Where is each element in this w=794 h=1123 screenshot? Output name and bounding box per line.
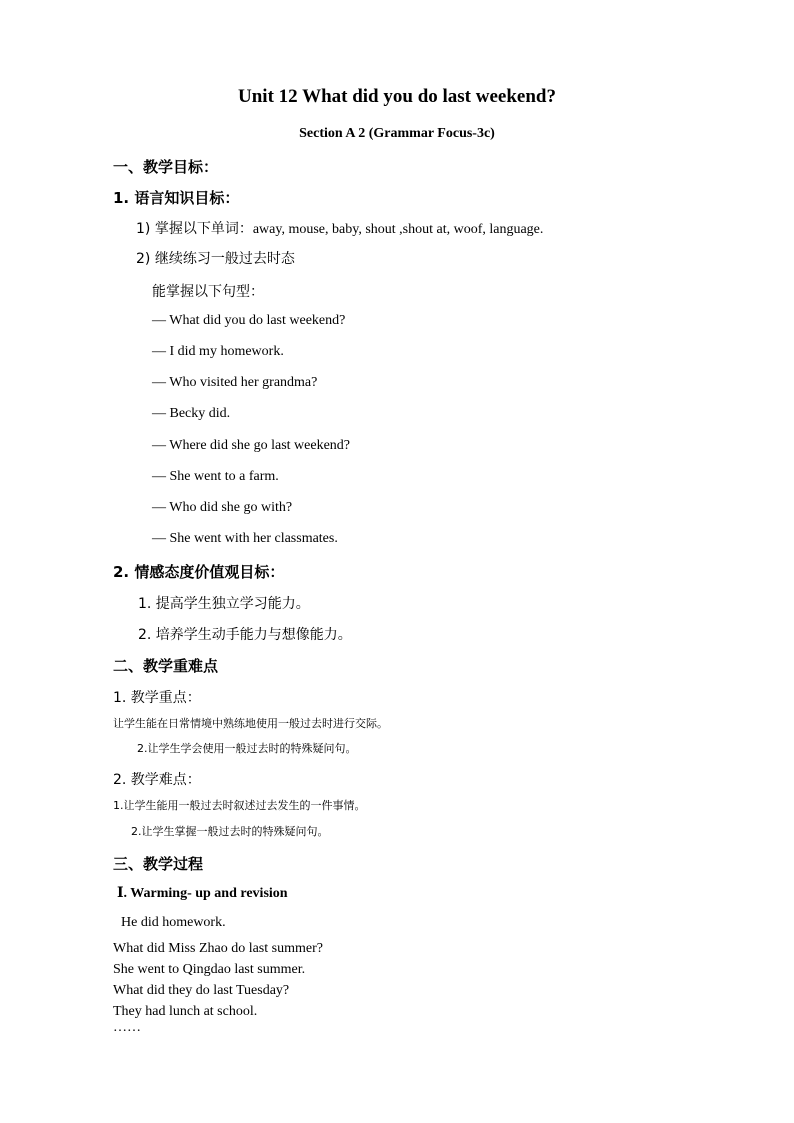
knowledge-item-1 <box>136 218 543 238</box>
step1-heading: Ⅰ. Warming- up and revision <box>117 886 288 901</box>
objectives-heading: 一、教学目标： <box>113 158 219 176</box>
difficulty-item: 2.让学生掌握一般过去时的特殊疑问句。 <box>131 825 329 838</box>
emotion-item: 2. 培养学生动手能力与想像能力。 <box>138 627 352 643</box>
sentence-line: — Becky did. <box>152 406 231 421</box>
page-subtitle: Section A 2 (Grammar Focus-3c) <box>299 126 495 141</box>
sentence-line: — Who visited her grandma? <box>152 375 318 390</box>
page-title: Unit 12 What did you do last weekend? <box>238 86 556 107</box>
knowledge-heading: 1. 语言知识目标： <box>113 189 240 207</box>
sentence-line: — I did my homework. <box>152 344 284 359</box>
focus-item: 2.让学生学会使用一般过去时的特殊疑问句。 <box>137 742 357 755</box>
process-line: He did homework. <box>121 915 226 930</box>
ellipsis: …… <box>113 1020 141 1035</box>
difficulty-item: 1.让学生能用一般过去时叙述过去发生的一件事情。 <box>113 799 366 812</box>
knowledge-item-2: 2) 继续练习一般过去时态 <box>136 251 295 267</box>
sentence-line: — Who did she go with? <box>152 500 293 515</box>
process-line: She went to Qingdao last summer. <box>113 962 306 977</box>
emotion-item: 1. 提高学生独立学习能力。 <box>138 596 310 612</box>
emotion-heading: 2. 情感态度价值观目标： <box>113 563 285 581</box>
focus-heading: 1. 教学重点： <box>113 690 201 706</box>
process-heading: 三、教学过程 <box>113 855 204 873</box>
process-line: What did Miss Zhao do last summer? <box>113 941 323 956</box>
knowledge-item-1-prefix: 1) 掌握以下单词： <box>136 221 253 237</box>
focus-item: 让学生能在日常情境中熟练地使用一般过去时进行交际。 <box>113 717 388 730</box>
sentence-line: — She went to a farm. <box>152 469 279 484</box>
knowledge-item-1-words: away, mouse, baby, shout ,shout at, woof, language. <box>252 222 544 237</box>
patterns-label: 能掌握以下句型： <box>152 284 264 300</box>
sentence-line: — What did you do last weekend? <box>152 313 346 328</box>
sentence-line: — She went with her classmates. <box>152 531 338 546</box>
process-line: They had lunch at school. <box>113 1004 258 1019</box>
keypoints-heading: 二、教学重难点 <box>113 657 219 675</box>
sentence-line: — Where did she go last weekend? <box>152 438 351 453</box>
process-line: What did they do last Tuesday? <box>113 983 290 998</box>
difficulty-heading: 2. 教学难点： <box>113 772 201 788</box>
